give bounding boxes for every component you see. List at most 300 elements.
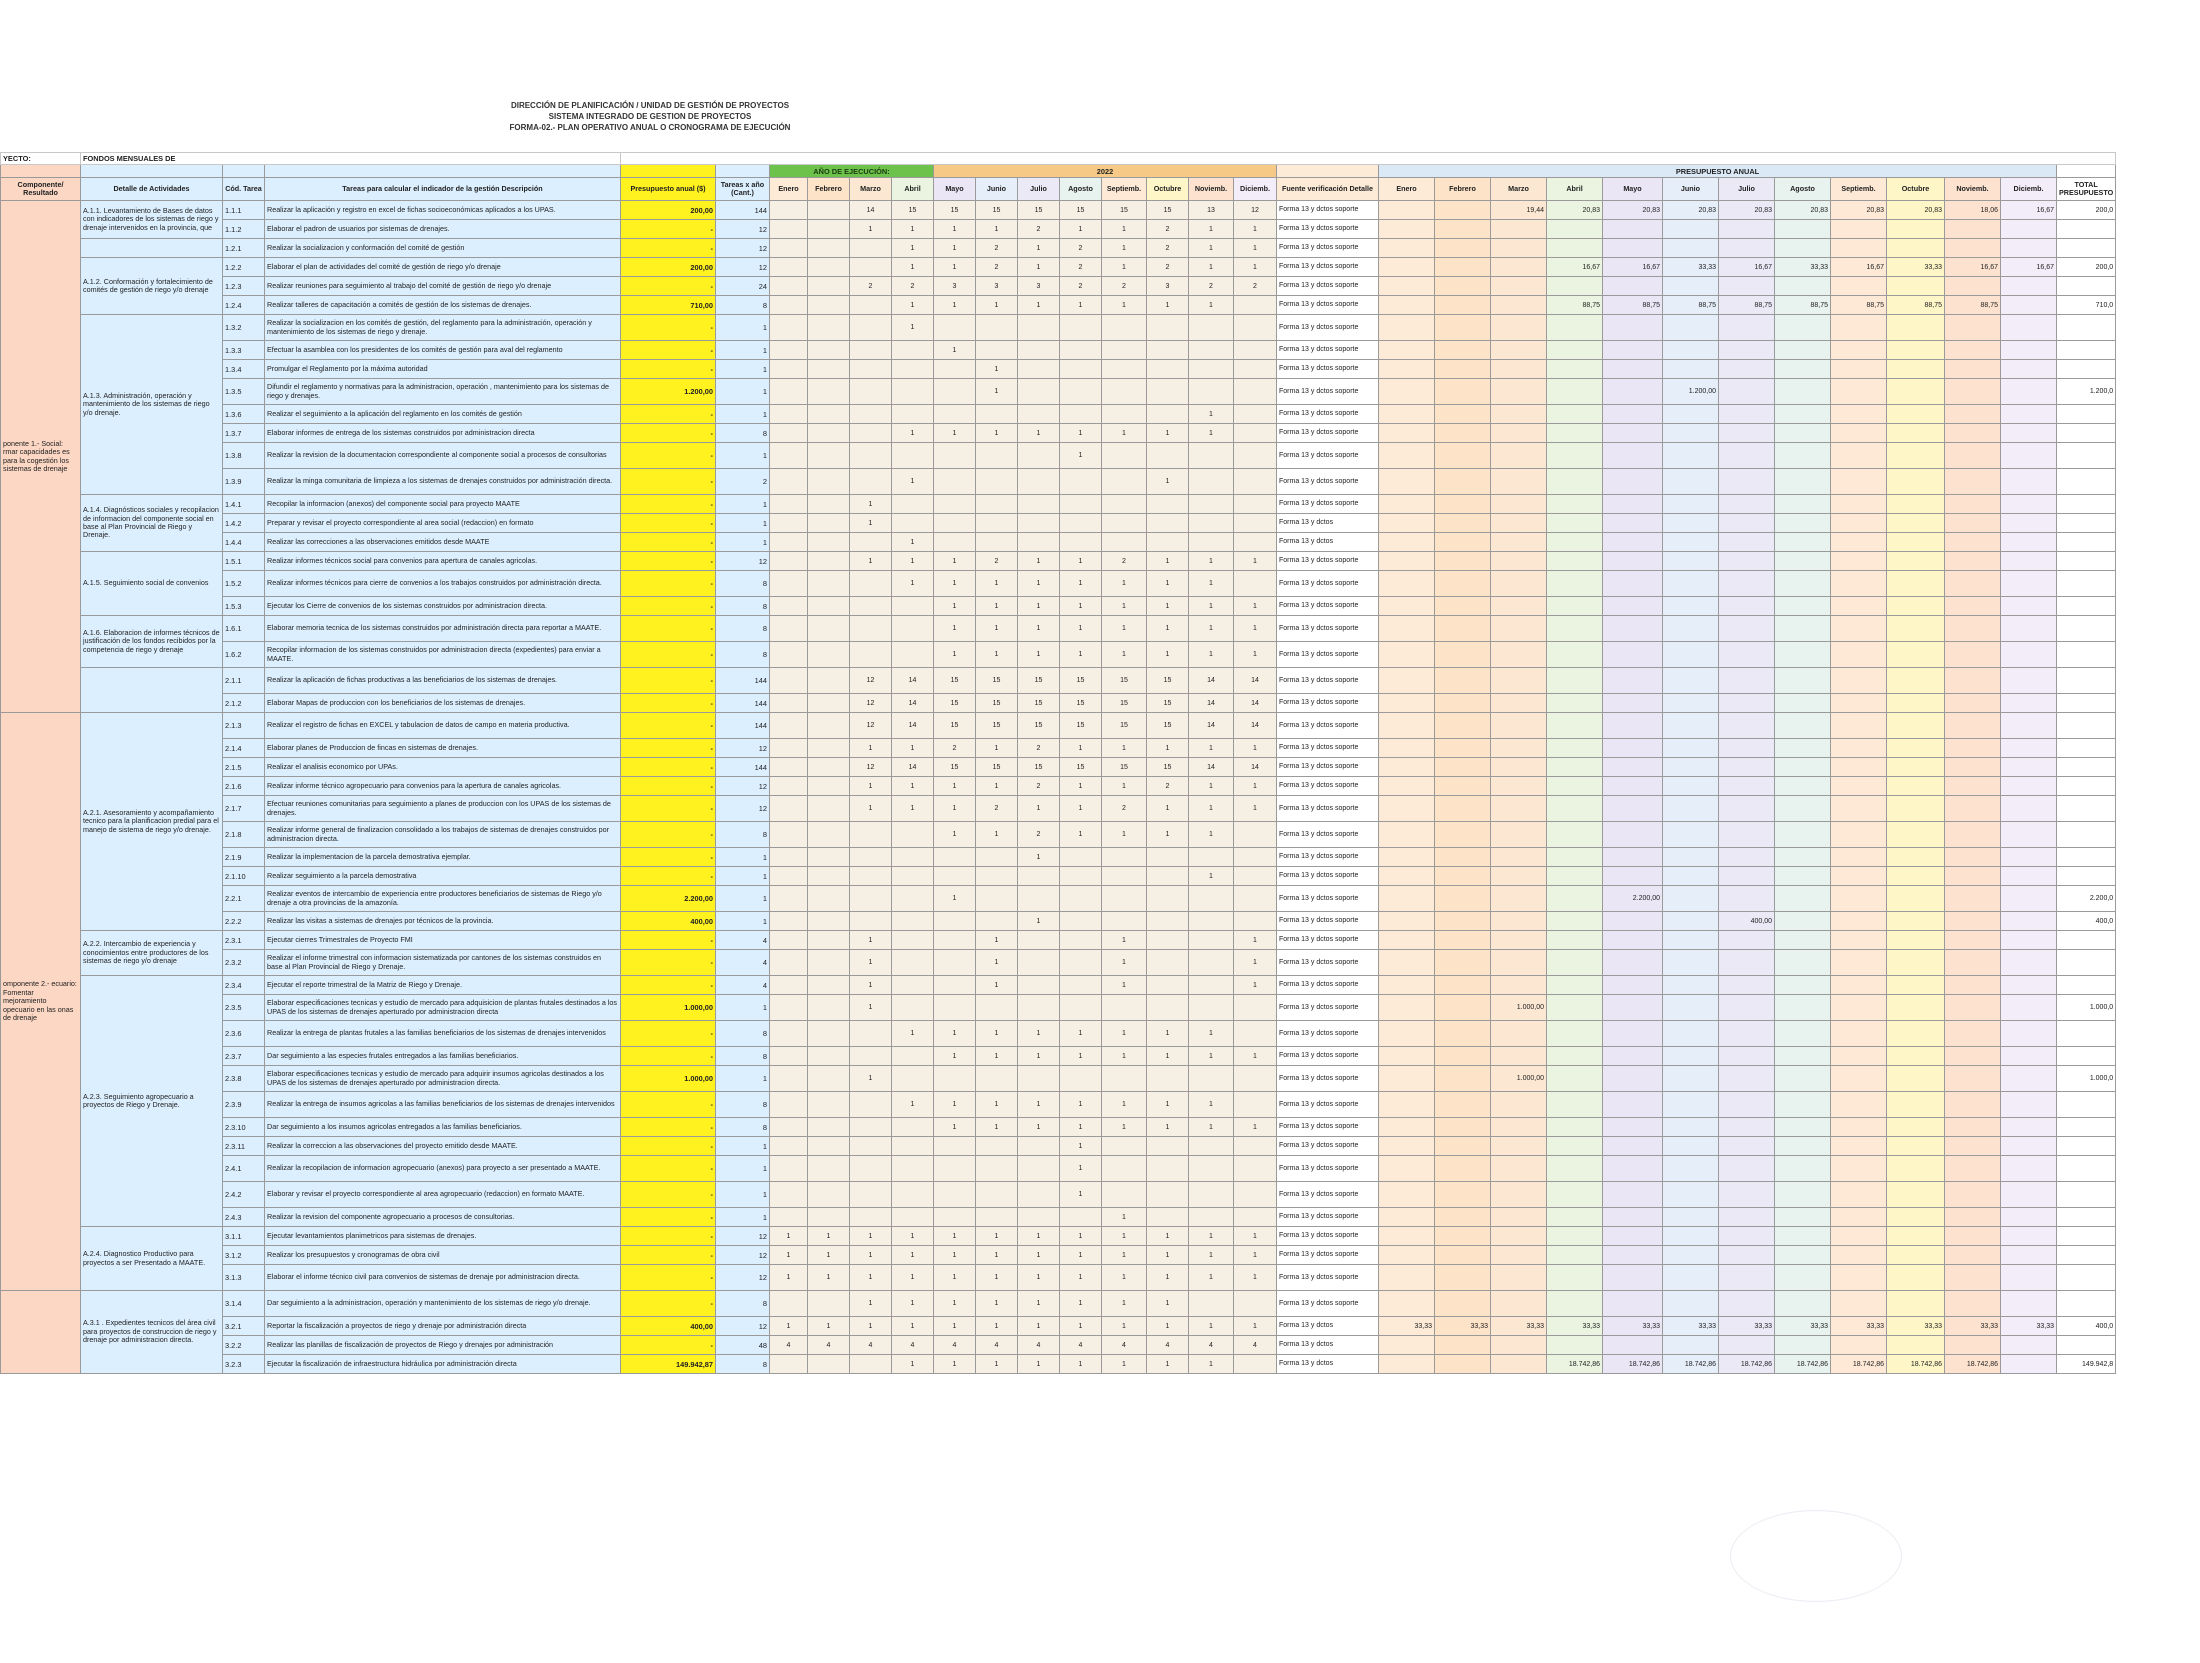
col-month: Mayo xyxy=(934,178,976,201)
task-budget: 1.200,00 xyxy=(621,379,716,405)
month-quantity: 1 xyxy=(1060,796,1102,822)
month-quantity: 2 xyxy=(1018,822,1060,848)
month-quantity: 1 xyxy=(976,1317,1018,1336)
col-detalle: Detalle de Actividades xyxy=(81,178,223,201)
month-quantity: 14 xyxy=(1189,694,1234,713)
month-quantity: 1 xyxy=(934,1291,976,1317)
task-quantity: 12 xyxy=(716,1265,770,1291)
month-quantity: 1 xyxy=(1060,1317,1102,1336)
month-quantity: 1 xyxy=(976,642,1018,668)
month-budget xyxy=(1491,1355,1547,1374)
month-budget xyxy=(1435,739,1491,758)
month-budget xyxy=(1719,469,1775,495)
task-code: 2.2.2 xyxy=(223,912,265,931)
month-quantity: 1 xyxy=(892,220,934,239)
task-code: 1.3.7 xyxy=(223,424,265,443)
month-quantity: 15 xyxy=(1060,668,1102,694)
month-quantity: 1 xyxy=(1189,1246,1234,1265)
month-budget xyxy=(1435,341,1491,360)
row-total-budget xyxy=(2057,931,2116,950)
month-quantity: 1 xyxy=(850,950,892,976)
verification-source: Forma 13 y dctos soporte xyxy=(1277,995,1379,1021)
month-quantity: 1 xyxy=(892,739,934,758)
month-budget xyxy=(1435,1336,1491,1355)
month-budget xyxy=(1775,1156,1831,1182)
month-budget xyxy=(1831,886,1887,912)
month-budget xyxy=(1491,1182,1547,1208)
month-quantity: 1 xyxy=(934,424,976,443)
month-quantity: 2 xyxy=(1234,277,1277,296)
month-quantity xyxy=(1234,1182,1277,1208)
month-budget xyxy=(1831,571,1887,597)
month-quantity: 1 xyxy=(1102,777,1147,796)
task-description: Realizar informe general de finalizacion consolidado a los trabajos de sistemas de drenajes construidos por administracion directa. xyxy=(265,822,621,848)
month-budget xyxy=(2001,777,2057,796)
month-budget xyxy=(1775,360,1831,379)
month-quantity: 1 xyxy=(1060,296,1102,315)
month-quantity: 1 xyxy=(934,1246,976,1265)
task-quantity: 2 xyxy=(716,469,770,495)
month-budget xyxy=(1435,258,1491,277)
month-quantity: 1 xyxy=(1060,1137,1102,1156)
month-quantity xyxy=(1018,1066,1060,1092)
month-quantity: 1 xyxy=(934,1355,976,1374)
month-budget xyxy=(1547,739,1603,758)
task-code: 3.1.1 xyxy=(223,1227,265,1246)
table-row xyxy=(1,796,2116,822)
month-quantity xyxy=(770,201,808,220)
month-budget xyxy=(1775,796,1831,822)
month-budget xyxy=(1547,469,1603,495)
month-quantity: 1 xyxy=(1060,616,1102,642)
month-quantity xyxy=(1147,379,1189,405)
task-budget: 400,00 xyxy=(621,912,716,931)
month-quantity: 1 xyxy=(892,424,934,443)
task-code: 2.3.8 xyxy=(223,1066,265,1092)
task-description: Ejecutar cierres Trimestrales de Proyecto FMI xyxy=(265,931,621,950)
row-total-budget xyxy=(2057,1336,2116,1355)
month-budget xyxy=(1435,1227,1491,1246)
month-budget: 88,75 xyxy=(1775,296,1831,315)
month-budget xyxy=(1547,239,1603,258)
month-budget xyxy=(1379,296,1435,315)
month-quantity: 3 xyxy=(1147,277,1189,296)
stamp-mark xyxy=(1730,1510,1902,1602)
month-quantity xyxy=(1102,1156,1147,1182)
month-quantity: 15 xyxy=(1102,758,1147,777)
month-budget xyxy=(1887,495,1945,514)
month-budget xyxy=(1945,1291,2001,1317)
month-budget xyxy=(1719,668,1775,694)
month-quantity: 1 xyxy=(1060,1182,1102,1208)
month-budget xyxy=(1719,424,1775,443)
month-quantity xyxy=(808,995,850,1021)
month-budget xyxy=(1719,950,1775,976)
month-quantity xyxy=(770,796,808,822)
task-budget: - xyxy=(621,848,716,867)
month-quantity xyxy=(1189,976,1234,995)
month-budget xyxy=(1945,1021,2001,1047)
month-quantity xyxy=(1234,995,1277,1021)
month-quantity xyxy=(770,1355,808,1374)
month-quantity xyxy=(770,777,808,796)
month-budget: 18.742,86 xyxy=(1663,1355,1719,1374)
task-code: 1.1.2 xyxy=(223,220,265,239)
task-description: Realizar la entrega de insumos agricolas a las familias beneficiarios de los sistemas de drenajes intervenidos xyxy=(265,1092,621,1118)
task-budget: - xyxy=(621,1208,716,1227)
month-budget: 33,33 xyxy=(1887,1317,1945,1336)
month-quantity: 1 xyxy=(1060,220,1102,239)
month-budget xyxy=(1945,277,2001,296)
month-budget xyxy=(1775,739,1831,758)
month-budget xyxy=(2001,694,2057,713)
month-quantity xyxy=(976,315,1018,341)
month-quantity xyxy=(1018,341,1060,360)
month-budget: 33,33 xyxy=(1887,258,1945,277)
month-budget xyxy=(1887,912,1945,931)
row-total-budget xyxy=(2057,443,2116,469)
month-quantity xyxy=(770,258,808,277)
month-budget xyxy=(1491,597,1547,616)
month-budget xyxy=(1831,1092,1887,1118)
month-quantity xyxy=(1147,1208,1189,1227)
month-budget xyxy=(1719,694,1775,713)
month-budget: 2.200,00 xyxy=(1603,886,1663,912)
month-budget xyxy=(1379,886,1435,912)
month-quantity xyxy=(1018,867,1060,886)
month-budget xyxy=(1887,239,1945,258)
month-quantity xyxy=(808,912,850,931)
month-budget: 88,75 xyxy=(1719,296,1775,315)
month-quantity xyxy=(892,867,934,886)
verification-source: Forma 13 y dctos soporte xyxy=(1277,796,1379,822)
row-total-budget xyxy=(2057,668,2116,694)
task-quantity: 144 xyxy=(716,758,770,777)
month-quantity: 1 xyxy=(892,1265,934,1291)
task-quantity: 12 xyxy=(716,1317,770,1336)
month-budget xyxy=(2001,597,2057,616)
month-quantity xyxy=(934,950,976,976)
month-quantity xyxy=(770,315,808,341)
month-quantity: 12 xyxy=(850,713,892,739)
month-quantity: 1 xyxy=(1060,1047,1102,1066)
month-budget xyxy=(1719,277,1775,296)
month-budget xyxy=(1775,239,1831,258)
month-quantity: 1 xyxy=(1189,777,1234,796)
month-budget xyxy=(2001,976,2057,995)
task-code: 1.2.4 xyxy=(223,296,265,315)
task-description: Efectuar reuniones comunitarias para seguimiento a planes de produccion con los UPAS de los sistemas de drenajes. xyxy=(265,796,621,822)
verification-source: Forma 13 y dctos soporte xyxy=(1277,1092,1379,1118)
month-budget xyxy=(1379,552,1435,571)
month-quantity xyxy=(1060,533,1102,552)
month-budget xyxy=(1887,277,1945,296)
month-quantity xyxy=(892,886,934,912)
month-quantity xyxy=(934,867,976,886)
month-budget xyxy=(1831,1336,1887,1355)
month-quantity: 1 xyxy=(1018,848,1060,867)
month-budget xyxy=(1887,469,1945,495)
month-budget xyxy=(1719,220,1775,239)
row-total-budget: 1.000,0 xyxy=(2057,995,2116,1021)
month-quantity: 1 xyxy=(934,1021,976,1047)
month-quantity: 1 xyxy=(1018,796,1060,822)
row-total-budget: 200,0 xyxy=(2057,201,2116,220)
month-budget xyxy=(2001,995,2057,1021)
task-budget: - xyxy=(621,1156,716,1182)
month-budget xyxy=(1603,796,1663,822)
month-budget xyxy=(1547,1047,1603,1066)
month-budget xyxy=(1663,777,1719,796)
month-budget xyxy=(1945,1336,2001,1355)
month-budget xyxy=(1435,694,1491,713)
task-code: 2.4.3 xyxy=(223,1208,265,1227)
month-quantity: 1 xyxy=(934,1118,976,1137)
month-budget xyxy=(1887,1092,1945,1118)
col-budget-month: Febrero xyxy=(1435,178,1491,201)
month-quantity xyxy=(1147,315,1189,341)
month-quantity: 1 xyxy=(1102,296,1147,315)
month-quantity xyxy=(892,1047,934,1066)
month-quantity: 15 xyxy=(892,201,934,220)
month-budget xyxy=(2001,616,2057,642)
verification-source: Forma 13 y dctos soporte xyxy=(1277,848,1379,867)
month-budget xyxy=(1663,424,1719,443)
task-quantity: 12 xyxy=(716,739,770,758)
month-quantity xyxy=(1147,995,1189,1021)
month-quantity: 1 xyxy=(934,822,976,848)
month-quantity xyxy=(850,597,892,616)
month-budget xyxy=(1435,533,1491,552)
month-budget xyxy=(1491,443,1547,469)
month-quantity xyxy=(934,405,976,424)
month-budget xyxy=(1887,379,1945,405)
task-budget: - xyxy=(621,1092,716,1118)
month-quantity: 1 xyxy=(892,1227,934,1246)
month-budget xyxy=(1663,1156,1719,1182)
month-quantity xyxy=(808,597,850,616)
month-budget xyxy=(1887,571,1945,597)
month-quantity xyxy=(850,912,892,931)
component-cell: omponente 2.- ecuario: Fomentar mejoramiento opecuario en las onas de drenaje xyxy=(1,713,81,1291)
verification-source: Forma 13 y dctos soporte xyxy=(1277,379,1379,405)
verification-source: Forma 13 y dctos soporte xyxy=(1277,912,1379,931)
month-quantity: 1 xyxy=(1189,1265,1234,1291)
month-budget xyxy=(1719,1156,1775,1182)
month-budget xyxy=(2001,1137,2057,1156)
month-quantity xyxy=(850,1047,892,1066)
month-quantity xyxy=(892,1066,934,1092)
month-budget xyxy=(2001,1355,2057,1374)
month-quantity xyxy=(1102,469,1147,495)
month-quantity xyxy=(892,341,934,360)
task-description: Realizar la correccion a las observaciones del proyecto emitido desde MAATE. xyxy=(265,1137,621,1156)
task-code: 1.3.4 xyxy=(223,360,265,379)
month-budget xyxy=(2001,239,2057,258)
table-row xyxy=(1,239,2116,258)
month-budget xyxy=(1775,822,1831,848)
month-quantity: 15 xyxy=(1147,713,1189,739)
month-budget xyxy=(1663,514,1719,533)
month-budget xyxy=(1663,1265,1719,1291)
month-quantity: 1 xyxy=(1102,1092,1147,1118)
month-budget xyxy=(1379,694,1435,713)
month-quantity xyxy=(1147,360,1189,379)
month-budget xyxy=(1379,616,1435,642)
month-budget xyxy=(1945,552,2001,571)
month-quantity xyxy=(808,950,850,976)
table-row xyxy=(1,552,2116,571)
table-row xyxy=(1,1047,2116,1066)
month-budget xyxy=(1663,360,1719,379)
task-budget: 1.000,00 xyxy=(621,1066,716,1092)
task-budget: - xyxy=(621,739,716,758)
month-quantity: 1 xyxy=(934,886,976,912)
task-budget: - xyxy=(621,1246,716,1265)
month-quantity: 4 xyxy=(1189,1336,1234,1355)
anio-ejecucion-header: AÑO DE EJECUCIÓN: xyxy=(770,165,934,178)
month-quantity xyxy=(1102,379,1147,405)
month-budget xyxy=(1379,995,1435,1021)
month-budget xyxy=(1663,995,1719,1021)
presupuesto-anual-header: PRESUPUESTO ANUAL xyxy=(1379,165,2057,178)
month-budget xyxy=(1887,777,1945,796)
verification-source: Forma 13 y dctos soporte xyxy=(1277,694,1379,713)
month-budget xyxy=(2001,341,2057,360)
task-quantity: 1 xyxy=(716,886,770,912)
month-budget xyxy=(1945,950,2001,976)
month-budget xyxy=(1719,848,1775,867)
month-budget xyxy=(1887,597,1945,616)
month-quantity xyxy=(892,912,934,931)
month-quantity: 2 xyxy=(1060,239,1102,258)
month-quantity: 1 xyxy=(1189,796,1234,822)
table-row xyxy=(1,1265,2116,1291)
month-budget xyxy=(1547,220,1603,239)
month-budget xyxy=(1887,976,1945,995)
task-code: 2.4.2 xyxy=(223,1182,265,1208)
month-budget xyxy=(1775,950,1831,976)
table-row xyxy=(1,1208,2116,1227)
month-quantity xyxy=(1234,341,1277,360)
month-budget xyxy=(1547,597,1603,616)
table-row xyxy=(1,1317,2116,1336)
month-budget: 20,83 xyxy=(1719,201,1775,220)
row-total-budget xyxy=(2057,848,2116,867)
month-budget xyxy=(1775,443,1831,469)
month-quantity xyxy=(1189,848,1234,867)
month-quantity xyxy=(1060,867,1102,886)
task-description: Preparar y revisar el proyecto correspondiente al area social (redaccion) en formato xyxy=(265,514,621,533)
month-quantity: 1 xyxy=(1060,1291,1102,1317)
month-budget xyxy=(1831,777,1887,796)
month-budget xyxy=(1887,1182,1945,1208)
month-quantity xyxy=(1147,976,1189,995)
month-budget xyxy=(1547,777,1603,796)
month-budget xyxy=(2001,1021,2057,1047)
verification-source: Forma 13 y dctos soporte xyxy=(1277,424,1379,443)
task-budget: - xyxy=(621,597,716,616)
month-budget xyxy=(1435,597,1491,616)
month-quantity: 1 xyxy=(976,822,1018,848)
task-code: 3.2.2 xyxy=(223,1336,265,1355)
month-budget xyxy=(1945,1047,2001,1066)
task-description: Realizar talleres de capacitación a comités de gestión de los sistemas de drenajes. xyxy=(265,296,621,315)
month-quantity: 14 xyxy=(1234,668,1277,694)
month-quantity: 1 xyxy=(1102,597,1147,616)
task-quantity: 8 xyxy=(716,571,770,597)
month-quantity: 1 xyxy=(1018,616,1060,642)
task-quantity: 24 xyxy=(716,277,770,296)
col-month: Noviemb. xyxy=(1189,178,1234,201)
month-quantity: 1 xyxy=(976,976,1018,995)
task-budget: - xyxy=(621,694,716,713)
month-budget xyxy=(1663,571,1719,597)
task-budget: - xyxy=(621,668,716,694)
month-budget xyxy=(1547,1182,1603,1208)
task-quantity: 1 xyxy=(716,1156,770,1182)
month-budget xyxy=(1547,694,1603,713)
title-line-2: SISTEMA INTEGRADO DE GESTION DE PROYECTOS xyxy=(548,112,752,121)
task-description: Difundir el reglamento y normativas para la administracion, operación , mantenimiento para los sistemas de riego y drenajes. xyxy=(265,379,621,405)
month-quantity xyxy=(770,277,808,296)
month-quantity xyxy=(808,239,850,258)
task-code: 2.3.2 xyxy=(223,950,265,976)
month-budget: 16,67 xyxy=(1719,258,1775,277)
month-budget xyxy=(1945,796,2001,822)
table-row xyxy=(1,220,2116,239)
month-quantity: 1 xyxy=(1234,796,1277,822)
month-quantity: 1 xyxy=(1147,739,1189,758)
month-quantity: 4 xyxy=(770,1336,808,1355)
month-budget xyxy=(1379,848,1435,867)
task-quantity: 8 xyxy=(716,1355,770,1374)
month-budget: 20,83 xyxy=(1831,201,1887,220)
month-quantity xyxy=(1018,405,1060,424)
month-quantity xyxy=(808,758,850,777)
month-quantity: 4 xyxy=(1102,1336,1147,1355)
month-quantity: 1 xyxy=(892,1291,934,1317)
month-budget: 16,67 xyxy=(1831,258,1887,277)
month-quantity: 1 xyxy=(1018,239,1060,258)
row-total-budget xyxy=(2057,1227,2116,1246)
task-budget: - xyxy=(621,341,716,360)
month-budget xyxy=(1435,1355,1491,1374)
row-total-budget xyxy=(2057,424,2116,443)
month-quantity: 1 xyxy=(892,552,934,571)
month-quantity: 15 xyxy=(1102,694,1147,713)
month-budget xyxy=(1435,571,1491,597)
month-quantity xyxy=(1060,848,1102,867)
month-budget xyxy=(1775,616,1831,642)
activity-cell: A.1.4. Diagnósticos sociales y recopilacion de informacion del componente social en base al Plan Provincial de Riego y Drenaje. xyxy=(81,495,223,552)
month-quantity xyxy=(1234,1021,1277,1047)
month-budget xyxy=(1831,995,1887,1021)
table-row xyxy=(1,277,2116,296)
task-code: 1.4.1 xyxy=(223,495,265,514)
task-description: Realizar el analisis economico por UPAs. xyxy=(265,758,621,777)
month-budget xyxy=(1775,315,1831,341)
month-quantity: 2 xyxy=(1102,552,1147,571)
month-quantity: 1 xyxy=(1060,552,1102,571)
month-quantity xyxy=(934,315,976,341)
month-quantity: 1 xyxy=(1060,1021,1102,1047)
month-quantity: 15 xyxy=(1147,201,1189,220)
month-quantity xyxy=(1234,514,1277,533)
month-budget xyxy=(1491,514,1547,533)
month-budget xyxy=(1775,1182,1831,1208)
month-budget xyxy=(1491,616,1547,642)
